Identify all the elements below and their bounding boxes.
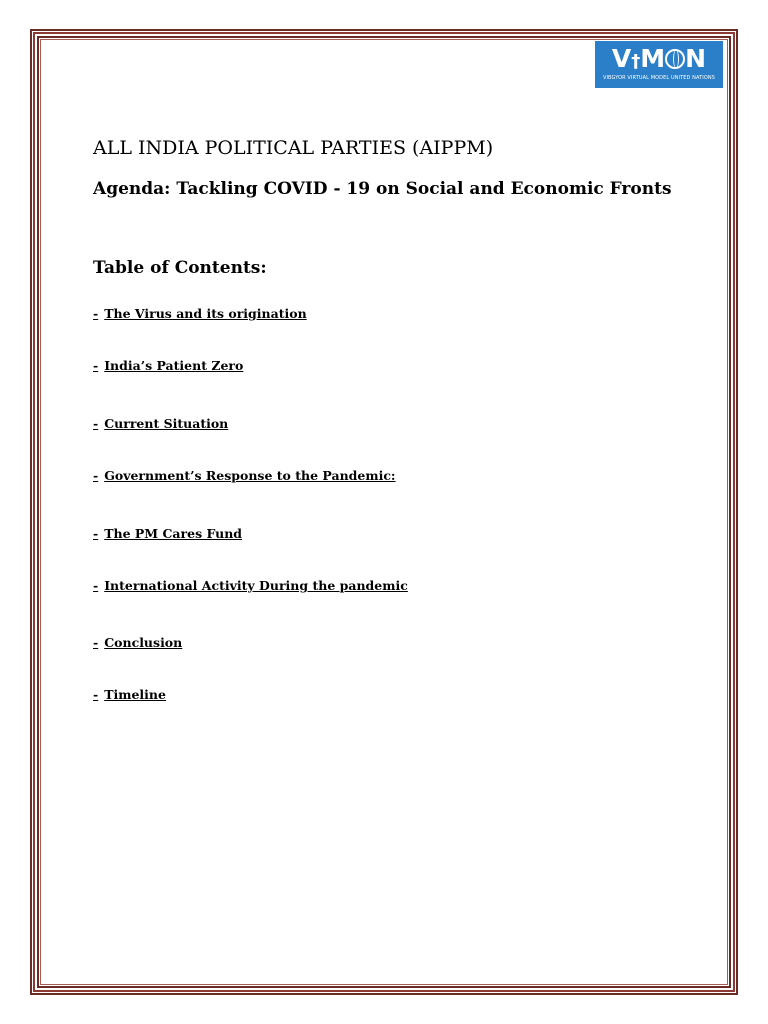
toc-bullet: - — [93, 635, 99, 650]
toc-link[interactable]: International Activity During the pandemic — [104, 578, 408, 593]
logo-letter-m: M — [640, 44, 666, 73]
toc-link[interactable]: Current Situation — [104, 416, 229, 431]
toc-bullet: - — [93, 416, 99, 431]
agenda-heading: Agenda: Tackling COVID - 19 on Social and Economic Fronts — [93, 179, 672, 199]
toc-item-conclusion[interactable] — [93, 635, 182, 651]
toc-item-pm-cares-fund[interactable] — [93, 526, 242, 542]
logo-leaf-icon: † — [631, 51, 641, 72]
toc-item-virus-origination[interactable] — [93, 306, 307, 322]
un-globe-icon — [665, 49, 685, 69]
logo-wordmark — [599, 45, 719, 76]
logo-tagline: VIBGYOR VIRTUAL MODEL UNITED NATIONS — [602, 75, 716, 81]
logo-letter-v: V — [611, 44, 632, 73]
toc-bullet: - — [93, 687, 99, 702]
toc-bullet: - — [93, 358, 99, 373]
toc-item-international-activity[interactable] — [93, 578, 408, 594]
toc-item-patient-zero[interactable] — [93, 358, 243, 374]
toc-link[interactable]: The Virus and its origination — [104, 306, 307, 321]
toc-link[interactable]: Timeline — [104, 687, 166, 702]
toc-bullet: - — [93, 578, 99, 593]
toc-item-current-situation[interactable] — [93, 416, 228, 432]
toc-item-timeline[interactable] — [93, 687, 166, 703]
toc-item-government-response[interactable] — [93, 468, 396, 484]
toc-link[interactable]: India’s Patient Zero — [104, 358, 244, 373]
toc-link[interactable]: Government’s Response to the Pandemic: — [104, 468, 396, 483]
document-title: ALL INDIA POLITICAL PARTIES (AIPPM) — [93, 137, 494, 159]
vimun-logo — [595, 41, 723, 88]
toc-heading: Table of Contents: — [93, 258, 267, 278]
logo-letter-n: N — [685, 44, 707, 73]
toc-bullet: - — [93, 526, 99, 541]
toc-bullet: - — [93, 306, 99, 321]
toc-link[interactable]: The PM Cares Fund — [104, 526, 243, 541]
toc-link[interactable]: Conclusion — [104, 635, 183, 650]
toc-bullet: - — [93, 468, 99, 483]
